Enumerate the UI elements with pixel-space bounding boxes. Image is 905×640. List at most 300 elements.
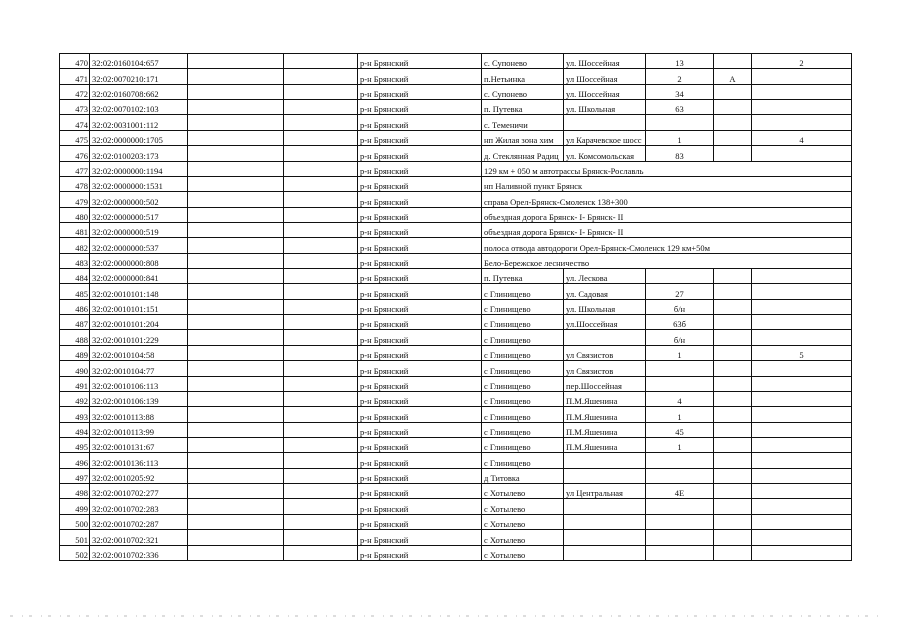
cadastral-number: 32:02:0010104:58 xyxy=(90,345,188,360)
district-cell: р-н Брянский xyxy=(358,100,482,115)
house-cell: 1 xyxy=(646,130,714,145)
table-row xyxy=(60,269,852,284)
row-number: 489 xyxy=(60,345,90,360)
locality-cell: с Глинищево xyxy=(482,376,564,391)
street-cell: ул Центральная xyxy=(564,484,646,499)
empty-cell xyxy=(188,176,284,191)
locality-cell: с Глинищево xyxy=(482,422,564,437)
cadastral-number: 32:02:0010702:283 xyxy=(90,499,188,514)
row-number: 473 xyxy=(60,100,90,115)
street-cell: ул Связистов xyxy=(564,345,646,360)
row-number: 497 xyxy=(60,468,90,483)
district-cell: р-н Брянский xyxy=(358,269,482,284)
cadastral-number: 32:02:0070210:171 xyxy=(90,69,188,84)
empty-cell xyxy=(284,345,358,360)
cadastral-number: 32:02:0160708:662 xyxy=(90,84,188,99)
empty-cell xyxy=(188,315,284,330)
empty-cell xyxy=(284,530,358,545)
row-number: 483 xyxy=(60,253,90,268)
cadastral-number: 32:02:0070102:103 xyxy=(90,100,188,115)
row-number: 474 xyxy=(60,115,90,130)
letter-cell xyxy=(714,361,752,376)
flat-cell xyxy=(752,69,852,84)
house-cell: 4 xyxy=(646,391,714,406)
flat-cell xyxy=(752,146,852,161)
table-row xyxy=(60,54,852,69)
register-rows xyxy=(60,54,852,561)
empty-cell xyxy=(188,69,284,84)
district-cell: р-н Брянский xyxy=(358,315,482,330)
street-cell: ул. Садовая xyxy=(564,284,646,299)
empty-cell xyxy=(188,161,284,176)
house-cell xyxy=(646,376,714,391)
table-row xyxy=(60,176,852,191)
table-row xyxy=(60,253,852,268)
flat-cell xyxy=(752,453,852,468)
cadastral-number: 32:02:0010131:67 xyxy=(90,437,188,452)
row-number: 479 xyxy=(60,192,90,207)
empty-cell xyxy=(188,468,284,483)
empty-cell xyxy=(284,207,358,222)
empty-cell xyxy=(188,391,284,406)
table-row xyxy=(60,468,852,483)
empty-cell xyxy=(188,499,284,514)
house-cell xyxy=(646,361,714,376)
street-cell: ул Связистов xyxy=(564,361,646,376)
empty-cell xyxy=(188,453,284,468)
locality-cell: с. Супонево xyxy=(482,84,564,99)
locality-cell: с Глинищево xyxy=(482,391,564,406)
district-cell: р-н Брянский xyxy=(358,207,482,222)
letter-cell xyxy=(714,146,752,161)
letter-cell xyxy=(714,422,752,437)
district-cell: р-н Брянский xyxy=(358,407,482,422)
empty-cell xyxy=(284,484,358,499)
table-row xyxy=(60,192,852,207)
house-cell: 83 xyxy=(646,146,714,161)
empty-cell xyxy=(284,376,358,391)
table-row xyxy=(60,84,852,99)
row-number: 500 xyxy=(60,514,90,529)
district-cell: р-н Брянский xyxy=(358,253,482,268)
empty-cell xyxy=(188,437,284,452)
cadastral-number: 32:02:0010113:88 xyxy=(90,407,188,422)
empty-cell xyxy=(188,514,284,529)
house-cell: 27 xyxy=(646,284,714,299)
house-cell xyxy=(646,115,714,130)
locality-cell: д Титовка xyxy=(482,468,564,483)
row-number: 495 xyxy=(60,437,90,452)
street-cell xyxy=(564,330,646,345)
empty-cell xyxy=(284,146,358,161)
district-cell: р-н Брянский xyxy=(358,299,482,314)
row-number: 482 xyxy=(60,238,90,253)
cadastral-number: 32:02:0010113:99 xyxy=(90,422,188,437)
cadastral-number: 32:02:0031001:112 xyxy=(90,115,188,130)
cadastral-number: 32:02:0010101:151 xyxy=(90,299,188,314)
address-note: объездная дорога Брянск- I- Брянск- II xyxy=(482,207,852,222)
table-row xyxy=(60,238,852,253)
empty-cell xyxy=(188,115,284,130)
address-note: 129 км + 050 м автотрассы Брянск-Рославль xyxy=(482,161,852,176)
house-cell xyxy=(646,514,714,529)
street-cell: П.М.Яшенина xyxy=(564,391,646,406)
district-cell: р-н Брянский xyxy=(358,192,482,207)
street-cell: пер.Шоссейная xyxy=(564,376,646,391)
empty-cell xyxy=(284,361,358,376)
flat-cell xyxy=(752,468,852,483)
cadastral-number: 32:02:0010702:277 xyxy=(90,484,188,499)
empty-cell xyxy=(284,453,358,468)
locality-cell: д. Стеклянная Радиц xyxy=(482,146,564,161)
empty-cell xyxy=(284,100,358,115)
cadastral-number: 32:02:0000000:1531 xyxy=(90,176,188,191)
cadastral-number: 32:02:0010702:287 xyxy=(90,514,188,529)
house-cell: 2 xyxy=(646,69,714,84)
district-cell: р-н Брянский xyxy=(358,422,482,437)
street-cell xyxy=(564,453,646,468)
district-cell: р-н Брянский xyxy=(358,84,482,99)
street-cell: П.М.Яшенина xyxy=(564,422,646,437)
letter-cell xyxy=(714,284,752,299)
cadastral-number: 32:02:0010136:113 xyxy=(90,453,188,468)
row-number: 481 xyxy=(60,222,90,237)
flat-cell: 5 xyxy=(752,345,852,360)
row-number: 488 xyxy=(60,330,90,345)
house-cell: 63 xyxy=(646,100,714,115)
table-row xyxy=(60,484,852,499)
house-cell xyxy=(646,499,714,514)
row-number: 498 xyxy=(60,484,90,499)
empty-cell xyxy=(188,269,284,284)
letter-cell xyxy=(714,330,752,345)
empty-cell xyxy=(284,222,358,237)
house-cell: 13 xyxy=(646,54,714,69)
letter-cell xyxy=(714,407,752,422)
letter-cell xyxy=(714,115,752,130)
empty-cell xyxy=(188,545,284,560)
cadastral-number: 32:02:0000000:517 xyxy=(90,207,188,222)
cadastral-number: 32:02:0010101:229 xyxy=(90,330,188,345)
empty-cell xyxy=(188,222,284,237)
empty-cell xyxy=(188,192,284,207)
empty-cell xyxy=(188,253,284,268)
letter-cell xyxy=(714,484,752,499)
table-row xyxy=(60,345,852,360)
house-cell: б/н xyxy=(646,299,714,314)
cadastral-number: 32:02:0010101:148 xyxy=(90,284,188,299)
street-cell xyxy=(564,499,646,514)
flat-cell xyxy=(752,499,852,514)
address-note: справа Орел-Брянск-Смоленск 138+300 xyxy=(482,192,852,207)
street-cell xyxy=(564,514,646,529)
locality-cell: нп Жилая зона хим xyxy=(482,130,564,145)
row-number: 484 xyxy=(60,269,90,284)
house-cell: 63б xyxy=(646,315,714,330)
flat-cell xyxy=(752,330,852,345)
empty-cell xyxy=(284,54,358,69)
cadastral-number: 32:02:0010205:92 xyxy=(90,468,188,483)
street-cell: П.М.Яшенина xyxy=(564,407,646,422)
street-cell: ул. Школьная xyxy=(564,100,646,115)
letter-cell xyxy=(714,468,752,483)
street-cell xyxy=(564,545,646,560)
district-cell: р-н Брянский xyxy=(358,484,482,499)
empty-cell xyxy=(284,545,358,560)
table-row xyxy=(60,100,852,115)
register-table xyxy=(59,53,852,561)
row-number: 475 xyxy=(60,130,90,145)
empty-cell xyxy=(284,115,358,130)
district-cell: р-н Брянский xyxy=(358,330,482,345)
locality-cell: с Глинищево xyxy=(482,437,564,452)
empty-cell xyxy=(284,253,358,268)
empty-cell xyxy=(188,376,284,391)
empty-cell xyxy=(284,84,358,99)
flat-cell xyxy=(752,391,852,406)
letter-cell xyxy=(714,499,752,514)
row-number: 491 xyxy=(60,376,90,391)
flat-cell xyxy=(752,484,852,499)
locality-cell: с Глинищево xyxy=(482,453,564,468)
flat-cell xyxy=(752,84,852,99)
house-cell: 1 xyxy=(646,407,714,422)
empty-cell xyxy=(188,54,284,69)
empty-cell xyxy=(284,161,358,176)
locality-cell: с Глинищево xyxy=(482,361,564,376)
district-cell: р-н Брянский xyxy=(358,176,482,191)
empty-cell xyxy=(284,269,358,284)
row-number: 493 xyxy=(60,407,90,422)
locality-cell: п. Путевка xyxy=(482,269,564,284)
house-cell: 4Е xyxy=(646,484,714,499)
row-number: 490 xyxy=(60,361,90,376)
letter-cell xyxy=(714,269,752,284)
district-cell: р-н Брянский xyxy=(358,376,482,391)
letter-cell xyxy=(714,545,752,560)
cadastral-number: 32:02:0000000:1194 xyxy=(90,161,188,176)
table-row xyxy=(60,161,852,176)
empty-cell xyxy=(188,530,284,545)
locality-cell: с. Супонево xyxy=(482,54,564,69)
letter-cell xyxy=(714,514,752,529)
flat-cell: 4 xyxy=(752,130,852,145)
table-row xyxy=(60,207,852,222)
row-number: 478 xyxy=(60,176,90,191)
locality-cell: с Глинищево xyxy=(482,330,564,345)
empty-cell xyxy=(188,146,284,161)
row-number: 477 xyxy=(60,161,90,176)
flat-cell xyxy=(752,284,852,299)
district-cell: р-н Брянский xyxy=(358,146,482,161)
table-row xyxy=(60,437,852,452)
house-cell xyxy=(646,545,714,560)
street-cell: ул. Шоссейная xyxy=(564,54,646,69)
cadastral-number: 32:02:0160104:657 xyxy=(90,54,188,69)
cadastral-number: 32:02:0000000:841 xyxy=(90,269,188,284)
empty-cell xyxy=(284,299,358,314)
cadastral-number: 32:02:0010106:139 xyxy=(90,391,188,406)
district-cell: р-н Брянский xyxy=(358,130,482,145)
empty-cell xyxy=(188,84,284,99)
empty-cell xyxy=(284,69,358,84)
table-row xyxy=(60,284,852,299)
row-number: 485 xyxy=(60,284,90,299)
table-row xyxy=(60,391,852,406)
empty-cell xyxy=(284,330,358,345)
letter-cell xyxy=(714,453,752,468)
locality-cell: с. Теменичи xyxy=(482,115,564,130)
table-row xyxy=(60,315,852,330)
flat-cell xyxy=(752,100,852,115)
register-sheet xyxy=(59,53,851,561)
district-cell: р-н Брянский xyxy=(358,499,482,514)
scan-noise xyxy=(0,606,905,626)
address-note: нп Наливной пункт Брянск xyxy=(482,176,852,191)
district-cell: р-н Брянский xyxy=(358,361,482,376)
empty-cell xyxy=(188,238,284,253)
street-cell: ул Шоссейная xyxy=(564,69,646,84)
district-cell: р-н Брянский xyxy=(358,69,482,84)
cadastral-number: 32:02:0000000:537 xyxy=(90,238,188,253)
flat-cell xyxy=(752,514,852,529)
row-number: 494 xyxy=(60,422,90,437)
locality-cell: с Хотылево xyxy=(482,484,564,499)
row-number: 476 xyxy=(60,146,90,161)
house-cell: 45 xyxy=(646,422,714,437)
street-cell: ул.Шоссейная xyxy=(564,315,646,330)
empty-cell xyxy=(284,284,358,299)
empty-cell xyxy=(284,514,358,529)
street-cell xyxy=(564,468,646,483)
table-row xyxy=(60,330,852,345)
cadastral-number: 32:02:0010101:204 xyxy=(90,315,188,330)
district-cell: р-н Брянский xyxy=(358,437,482,452)
letter-cell xyxy=(714,54,752,69)
letter-cell xyxy=(714,391,752,406)
row-number: 480 xyxy=(60,207,90,222)
district-cell: р-н Брянский xyxy=(358,345,482,360)
address-note: полоса отвода автодороги Орел-Брянск-Смоленск 129 км+50м xyxy=(482,238,852,253)
flat-cell xyxy=(752,269,852,284)
street-cell: ул. Шоссейная xyxy=(564,84,646,99)
table-row xyxy=(60,407,852,422)
cadastral-number: 32:02:0010702:336 xyxy=(90,545,188,560)
empty-cell xyxy=(188,207,284,222)
district-cell: р-н Брянский xyxy=(358,161,482,176)
locality-cell: с Глинищево xyxy=(482,284,564,299)
table-row xyxy=(60,422,852,437)
letter-cell xyxy=(714,437,752,452)
table-row xyxy=(60,115,852,130)
empty-cell xyxy=(284,238,358,253)
empty-cell xyxy=(188,100,284,115)
locality-cell: с Глинищево xyxy=(482,299,564,314)
letter-cell xyxy=(714,130,752,145)
table-row xyxy=(60,130,852,145)
flat-cell xyxy=(752,530,852,545)
empty-cell xyxy=(188,345,284,360)
flat-cell xyxy=(752,315,852,330)
locality-cell: с Хотылево xyxy=(482,530,564,545)
letter-cell xyxy=(714,376,752,391)
row-number: 470 xyxy=(60,54,90,69)
house-cell: 34 xyxy=(646,84,714,99)
row-number: 502 xyxy=(60,545,90,560)
flat-cell xyxy=(752,299,852,314)
row-number: 499 xyxy=(60,499,90,514)
street-cell: ул Карачевское шосс xyxy=(564,130,646,145)
row-number: 471 xyxy=(60,69,90,84)
district-cell: р-н Брянский xyxy=(358,530,482,545)
empty-cell xyxy=(188,299,284,314)
table-row xyxy=(60,69,852,84)
flat-cell xyxy=(752,115,852,130)
district-cell: р-н Брянский xyxy=(358,468,482,483)
district-cell: р-н Брянский xyxy=(358,453,482,468)
table-row xyxy=(60,222,852,237)
house-cell xyxy=(646,468,714,483)
district-cell: р-н Брянский xyxy=(358,545,482,560)
empty-cell xyxy=(284,192,358,207)
empty-cell xyxy=(284,407,358,422)
table-row xyxy=(60,453,852,468)
district-cell: р-н Брянский xyxy=(358,284,482,299)
row-number: 501 xyxy=(60,530,90,545)
empty-cell xyxy=(284,130,358,145)
letter-cell xyxy=(714,84,752,99)
row-number: 492 xyxy=(60,391,90,406)
empty-cell xyxy=(188,330,284,345)
row-number: 486 xyxy=(60,299,90,314)
empty-cell xyxy=(284,176,358,191)
table-row xyxy=(60,514,852,529)
flat-cell: 2 xyxy=(752,54,852,69)
house-cell: 1 xyxy=(646,437,714,452)
flat-cell xyxy=(752,376,852,391)
empty-cell xyxy=(188,284,284,299)
empty-cell xyxy=(284,391,358,406)
table-row xyxy=(60,530,852,545)
table-row xyxy=(60,376,852,391)
flat-cell xyxy=(752,422,852,437)
letter-cell: А xyxy=(714,69,752,84)
house-cell xyxy=(646,530,714,545)
cadastral-number: 32:02:0010702:321 xyxy=(90,530,188,545)
street-cell: ул. Комсомольская xyxy=(564,146,646,161)
cadastral-number: 32:02:0010106:113 xyxy=(90,376,188,391)
empty-cell xyxy=(188,361,284,376)
letter-cell xyxy=(714,299,752,314)
house-cell: б/н xyxy=(646,330,714,345)
street-cell: ул. Школьная xyxy=(564,299,646,314)
locality-cell: п. Путевка xyxy=(482,100,564,115)
table-row xyxy=(60,299,852,314)
empty-cell xyxy=(284,468,358,483)
empty-cell xyxy=(188,407,284,422)
table-row xyxy=(60,146,852,161)
street-cell: ул. Лескова xyxy=(564,269,646,284)
cadastral-number: 32:02:0000000:1705 xyxy=(90,130,188,145)
district-cell: р-н Брянский xyxy=(358,54,482,69)
flat-cell xyxy=(752,437,852,452)
table-row xyxy=(60,499,852,514)
locality-cell: п.Нетьинка xyxy=(482,69,564,84)
empty-cell xyxy=(284,437,358,452)
cadastral-number: 32:02:0000000:808 xyxy=(90,253,188,268)
row-number: 487 xyxy=(60,315,90,330)
district-cell: р-н Брянский xyxy=(358,238,482,253)
